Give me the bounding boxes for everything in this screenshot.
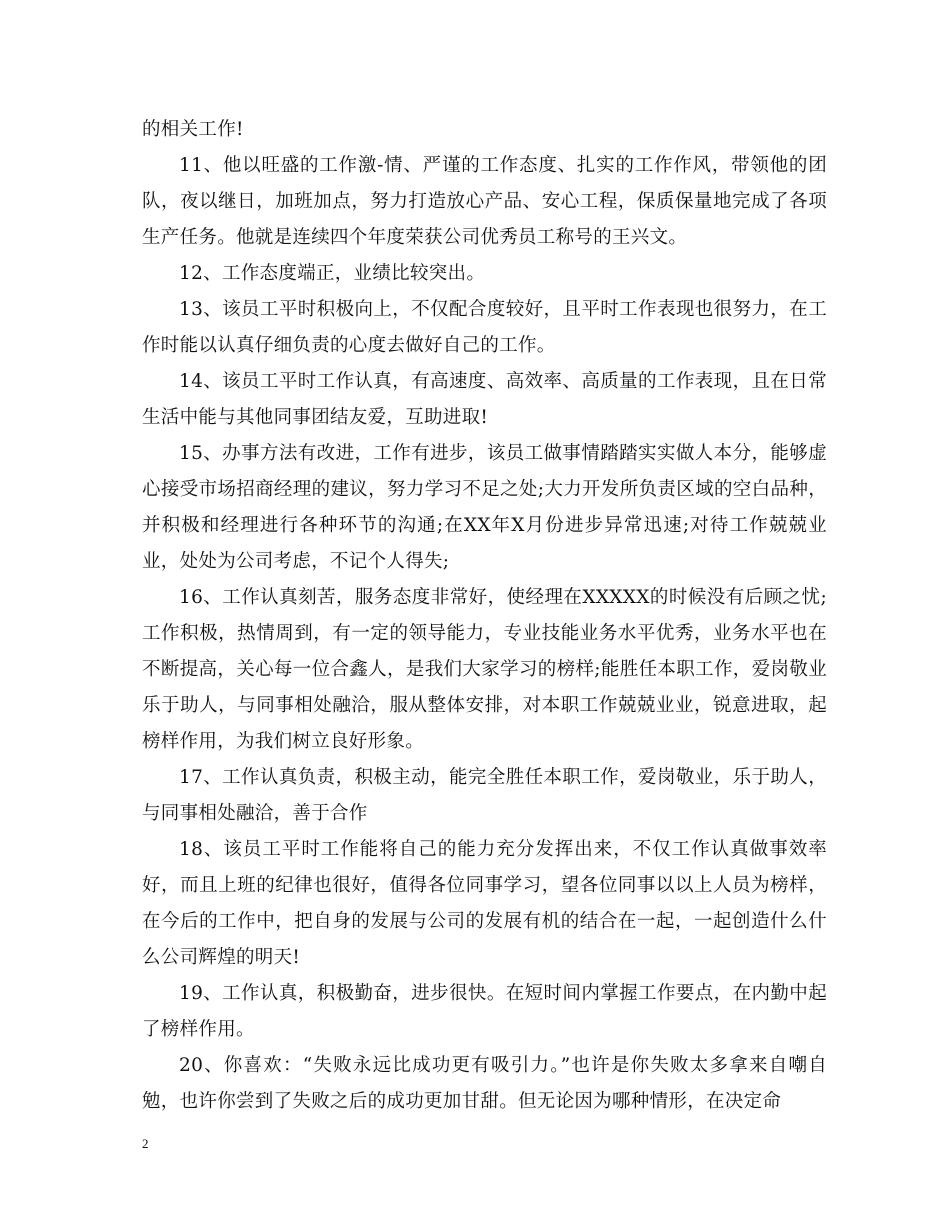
paragraph-item-18: 18、该员工平时工作能将自己的能力充分发挥出来，不仅工作认真做事效率好，而且上班的纪律也很好，值得各位同事学习，望各位同事以以上人员为榜样，在今后的工作中，把自身的发展与公司的发展有机的结合在一起，一起创造什么什么公司辉煌的明天! bbox=[142, 839, 827, 968]
paragraph-item-11: 11、他以旺盛的工作激-情、严谨的工作态度、扎实的工作作风，带领他的团队，夜以继日，加班加点，努力打造放心产品、安心工程，保质保量地完成了各项生产任务。他就是连续四个年度荣获公司优秀员工称号的王兴文。 bbox=[142, 155, 827, 248]
paragraph-item-17: 17、工作认真负责，积极主动，能完全胜任本职工作，爱岗敬业，乐于助人，与同事相处融洽，善于合作 bbox=[142, 767, 827, 824]
document-body bbox=[142, 112, 827, 1120]
paragraph-item-19: 19、工作认真，积极勤奋，进步很快。在短时间内掌握工作要点，在内勤中起了榜样作用。 bbox=[142, 983, 827, 1040]
paragraph-continuation: 的相关工作! bbox=[142, 119, 244, 140]
paragraph-item-13: 13、该员工平时积极向上，不仅配合度较好，且平时工作表现也很努力，在工作时能以认真仔细负责的心度去做好自己的工作。 bbox=[142, 299, 827, 356]
paragraph-item-15: 15、办事方法有改进，工作有进步，该员工做事情踏踏实实做人本分，能够虚心接受市场招商经理的建议，努力学习不足之处;大力开发所负责区域的空白品种，并积极和经理进行各种环节的沟通;在XX年X月份进步异常迅速;对待工作兢兢业业，处处为公司考虑，不记个人得失; bbox=[142, 443, 827, 572]
paragraph-item-14: 14、该员工平时工作认真，有高速度、高效率、高质量的工作表现，且在日常生活中能与其他同事团结友爱，互助进取! bbox=[142, 371, 827, 428]
page-number: 2 bbox=[142, 1136, 149, 1151]
paragraph-item-12: 12、工作态度端正，业绩比较突出。 bbox=[179, 263, 486, 284]
paragraph-item-20: 20、你喜欢：“失败永远比成功更有吸引力。”也许是你失败太多拿来自嘲自勉，也许你尝到了失败之后的成功更加甘甜。但无论因为哪种情形，在决定命 bbox=[142, 1055, 827, 1112]
paragraph-item-16: 16、工作认真刻苦，服务态度非常好，使经理在XXXXX的时候没有后顾之忧;工作积极，热情周到，有一定的领导能力，专业技能业务水平优秀，业务水平也在不断提高，关心每一位合鑫人，是我们大家学习的榜样;能胜任本职工作，爱岗敬业乐于助人，与同事相处融洽，服从整体安排，对本职工作兢兢业业，锐意进取，起榜样作用，为我们树立良好形象。 bbox=[142, 587, 827, 752]
